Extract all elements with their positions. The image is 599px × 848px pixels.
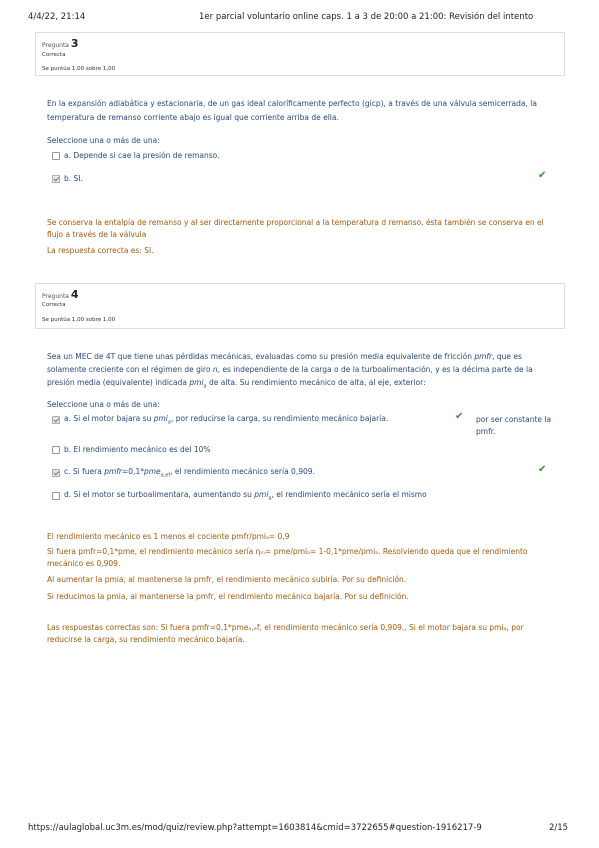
question-3-option-a[interactable]	[52, 151, 220, 160]
text-part: , es independiente de la carga o de la turboalimentación, y es la décima parte de la presión media (equivalente) indicada	[47, 365, 533, 387]
question-3-option-b[interactable]	[52, 174, 83, 183]
correct-check-icon: ✔	[538, 170, 547, 181]
checkbox[interactable]	[52, 446, 60, 454]
checkbox-checked[interactable]	[52, 175, 60, 183]
text-italic: pmi	[254, 490, 269, 499]
text-part: , el rendimiento mecánico sería 0,909.	[170, 467, 315, 476]
option-label	[64, 414, 388, 426]
checkbox[interactable]	[52, 492, 60, 500]
option-label: b. El rendimiento mecánico es del 10%	[64, 445, 211, 454]
question-grade: Se puntúa 1,00 sobre 1,00	[42, 317, 116, 323]
text-part: =0,1*	[122, 467, 144, 476]
question-4-feedback-3: Al aumentar la pmia, al mantenerse la pmfr, el rendimiento mecánico subiría. Por su definición.	[47, 575, 407, 584]
question-4-option-a[interactable]	[52, 414, 388, 426]
question-4-text	[47, 350, 552, 394]
option-label	[64, 490, 427, 502]
question-4-option-c[interactable]	[52, 467, 315, 479]
question-label: Pregunta	[42, 293, 69, 300]
text-part: d. Si el motor se turboalimentara, aumentando su	[64, 490, 255, 499]
question-4-option-d[interactable]	[52, 490, 427, 502]
question-number	[42, 37, 79, 50]
question-3-prompt: Seleccione una o más de una:	[47, 136, 160, 145]
text-part: c. Si fuera	[64, 467, 105, 476]
question-3-info	[35, 32, 565, 76]
question-4-info	[35, 283, 565, 329]
question-3-text: En la expansión adiabática y estacionaria, de un gas ideal caloríficamente perfecto (gicp), a través de una válvula semicerrada, la temperatura de remanso corriente abajo es igual que corriente arriba de ella.	[47, 99, 537, 122]
print-header	[0, 12, 599, 26]
question-grade: Se puntúa 1,00 sobre 1,00	[42, 66, 116, 72]
checkbox-checked[interactable]	[52, 469, 60, 477]
question-4-feedback-1: El rendimiento mecánico es 1 menos el cociente pmfr/pmiₐ= 0,9	[47, 532, 290, 541]
text-italic: pmfr	[104, 467, 122, 476]
question-state: Correcta	[42, 52, 66, 58]
text-subscript: a	[268, 495, 272, 502]
text-italic: pme	[143, 467, 161, 476]
option-label: b. SI.	[64, 174, 83, 183]
question-number	[42, 288, 79, 301]
text-italic: pmi	[153, 414, 168, 423]
checkbox[interactable]	[52, 152, 60, 160]
option-label	[64, 467, 315, 479]
question-number-value: 4	[70, 288, 79, 301]
question-4-correct-answers: Las respuestas correctas son: Si fuera pmfr=0,1*pmeₐ,ₑf, el rendimiento mecánico sería 0,909., Si el motor bajara su pmiₐ, por reducirse la carga, su rendimiento mecánico bajaría.	[47, 623, 524, 644]
text-subscript: a,ef	[160, 472, 171, 479]
text-italic: pmfr	[474, 352, 493, 361]
print-page-number: 2/15	[549, 823, 569, 833]
question-4-feedback-4: Si reducimos la pmia, al mantenerse la pmfr, el rendimiento mecánico bajaría. Por su definición.	[47, 592, 409, 601]
question-3-feedback: Se conserva la entalpía de remanso y al ser directamente proporcional a la temperatura d remanso, ésta también se conserva en el flujo a través de la válvula	[47, 218, 544, 239]
text-italic: n	[212, 365, 218, 374]
option-specific-feedback: por ser constante la pmfr.	[476, 415, 552, 436]
print-title: 1er parcial voluntario online caps. 1 a 3 de 20:00 a 21:00: Revisión del intento	[199, 12, 534, 22]
print-url: https://aulaglobal.uc3m.es/mod/quiz/review.php?attempt=1603814&cmid=3722655#question-1916217-9	[28, 823, 482, 833]
correct-check-icon: ✔	[455, 411, 464, 422]
option-label: a. Depende si cae la presión de remanso.	[64, 151, 220, 160]
question-4-feedback-2: Si fuera pmfr=0,1*pme, el rendimiento mecánico sería ηₘ= pme/pmiₐ= 1-0,1*pme/pmiₐ. Resolviendo queda que el rendimiento mecánico es 0,909.	[47, 547, 528, 568]
text-part: a. Si el motor bajara su	[64, 414, 154, 423]
question-3-correct-answer: La respuesta correcta es: SI.	[47, 246, 154, 255]
correct-check-icon: ✔	[538, 464, 547, 475]
text-subscript: a	[167, 419, 171, 426]
text-part: , que es solamente creciente con el régimen de giro	[47, 352, 522, 374]
question-label: Pregunta	[42, 42, 69, 49]
print-date: 4/4/22, 21:14	[28, 12, 86, 22]
text-italic: pmi	[189, 378, 204, 387]
checkbox-checked[interactable]	[52, 416, 60, 424]
question-4-option-b[interactable]	[52, 445, 211, 454]
text-part: , por reducirse la carga, su rendimiento mecánico bajaría.	[170, 414, 389, 423]
question-4-prompt: Seleccione una o más de una:	[47, 400, 160, 409]
text-part: Sea un MEC de 4T que tiene unas pérdidas mecánicas, evaluadas como su presión media equivalente de fricción	[47, 352, 475, 361]
text-part: de alta. Su rendimiento mecánico de alta, al eje, exterior:	[206, 378, 426, 387]
print-footer	[0, 823, 599, 837]
question-number-value: 3	[70, 37, 79, 50]
text-part: , el rendimiento mecánico sería el mismo	[271, 490, 427, 499]
text-subscript: a	[203, 383, 207, 390]
question-state: Correcta	[42, 302, 66, 308]
